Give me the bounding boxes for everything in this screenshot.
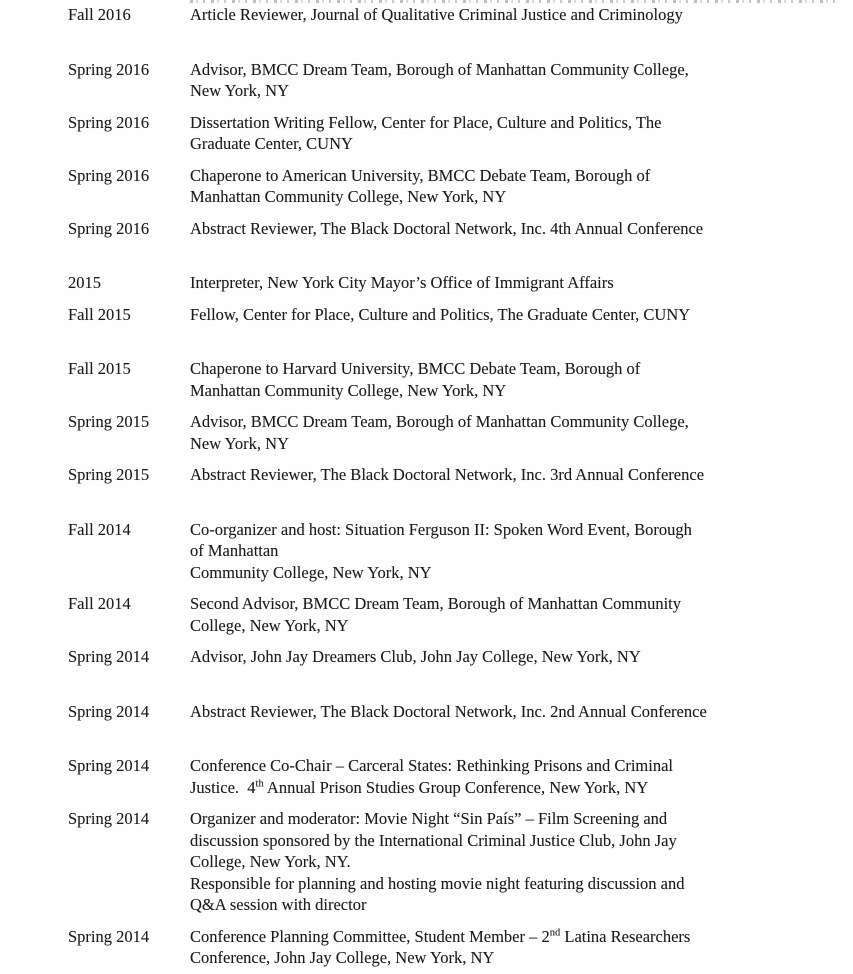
entry-line: Advisor, BMCC Dream Team, Borough of Manhattan Community College, <box>190 412 689 431</box>
entry-date: Spring 2016 <box>68 218 150 238</box>
service-entry <box>0 926 853 969</box>
service-entry <box>0 701 853 723</box>
entry-line: discussion sponsored by the International Criminal Justice Club, John Jay <box>190 830 677 850</box>
entry-description <box>190 4 775 26</box>
entry-date: Spring 2014 <box>68 809 150 828</box>
service-entry <box>0 646 853 668</box>
entry-description <box>190 59 775 102</box>
entry-description <box>190 358 775 401</box>
entry-date: Spring 2016 <box>68 165 150 185</box>
service-entry <box>0 358 853 401</box>
entry-line: New York, NY <box>190 81 290 100</box>
service-entry <box>0 59 853 102</box>
entry-line: Conference Planning Committee, Student Member – 2nd Latina Researchers <box>190 926 691 946</box>
entry-line: Article Reviewer, Journal of Qualitative Criminal Justice and Criminology <box>190 5 683 24</box>
entry-description <box>190 411 775 454</box>
entry-line: New York, NY <box>190 433 290 453</box>
entry-line: Fellow, Center for Place, Culture and Politics, The Graduate Center, CUNY <box>190 304 691 324</box>
entry-date: Spring 2016 <box>68 112 150 132</box>
entry-line: Abstract Reviewer, The Black Doctoral Network, Inc. 2nd Annual Conference <box>190 701 707 721</box>
entry-line: Graduate Center, CUNY <box>190 134 353 153</box>
entry-date: Fall 2014 <box>68 594 131 613</box>
entry-description <box>190 519 775 584</box>
service-entry <box>0 165 853 208</box>
service-entry <box>0 218 853 240</box>
entry-line: Justice. 4th Annual Prison Studies Group Conference, New York, NY <box>190 777 649 797</box>
entry-line: of Manhattan <box>190 541 279 560</box>
service-entry <box>0 464 853 486</box>
entry-description <box>190 272 775 294</box>
entry-line: Interpreter, New York City Mayor’s Office of Immigrant Affairs <box>190 273 614 292</box>
entry-date: Fall 2015 <box>68 304 131 324</box>
entry-description <box>190 808 775 916</box>
entry-description <box>190 304 775 326</box>
service-entry <box>0 304 853 326</box>
entry-line: Manhattan Community College, New York, NY <box>190 187 507 206</box>
entry-description <box>190 112 775 155</box>
service-entry <box>0 4 853 26</box>
entry-line: College, New York, NY <box>190 615 349 635</box>
service-entry <box>0 519 853 584</box>
service-entry <box>0 808 853 916</box>
entry-line: College, New York, NY. <box>190 852 351 871</box>
entry-description <box>190 593 775 636</box>
entry-line: Community College, New York, NY <box>190 562 432 582</box>
service-entry <box>0 272 853 294</box>
entry-line: Chaperone to Harvard University, BMCC Debate Team, Borough of <box>190 359 641 378</box>
entry-line: Conference, John Jay College, New York, NY <box>190 948 495 967</box>
entry-date: Fall 2015 <box>68 359 131 378</box>
clipped-text-remnant <box>190 0 841 3</box>
service-entry <box>0 593 853 636</box>
entry-description <box>190 646 775 668</box>
service-entry <box>0 411 853 454</box>
entry-line: Conference Co-Chair – Carceral States: Rethinking Prisons and Criminal <box>190 756 673 775</box>
entry-line: Dissertation Writing Fellow, Center for Place, Culture and Politics, The <box>190 112 662 132</box>
entry-line: Q&A session with director <box>190 895 367 914</box>
entry-description <box>190 218 775 240</box>
entry-line: Advisor, John Jay Dreamers Club, John Jay College, New York, NY <box>190 647 641 666</box>
entry-date: Spring 2016 <box>68 59 150 79</box>
entry-date: Spring 2015 <box>68 465 150 484</box>
entry-line: Manhattan Community College, New York, NY <box>190 380 507 400</box>
entry-date: Spring 2014 <box>68 926 150 946</box>
service-entry <box>0 112 853 155</box>
entry-line: Abstract Reviewer, The Black Doctoral Network, Inc. 4th Annual Conference <box>190 218 704 238</box>
entry-line: Advisor, BMCC Dream Team, Borough of Manhattan Community College, <box>190 59 689 79</box>
entry-line: Second Advisor, BMCC Dream Team, Borough of Manhattan Community <box>190 594 682 613</box>
entry-description <box>190 165 775 208</box>
entry-date: 2015 <box>68 273 101 292</box>
entry-line: Organizer and moderator: Movie Night “Sin País” – Film Screening and <box>190 809 668 828</box>
ordinal-superscript: nd <box>549 927 561 938</box>
entry-description <box>190 701 775 723</box>
entry-line: Co-organizer and host: Situation Ferguson II: Spoken Word Event, Borough <box>190 519 692 539</box>
entry-date: Spring 2014 <box>68 647 150 666</box>
ordinal-superscript: th <box>255 778 264 789</box>
entry-line: Responsible for planning and hosting movie night featuring discussion and <box>190 873 685 893</box>
entry-description <box>190 755 775 798</box>
service-entry <box>0 755 853 798</box>
entry-date: Spring 2014 <box>68 701 150 721</box>
entry-date: Spring 2014 <box>68 756 150 775</box>
entry-line: Abstract Reviewer, The Black Doctoral Network, Inc. 3rd Annual Conference <box>190 465 705 484</box>
entry-description <box>190 926 775 969</box>
entry-date: Fall 2014 <box>68 519 131 539</box>
entry-date: Spring 2015 <box>68 412 150 431</box>
entry-date: Fall 2016 <box>68 5 131 24</box>
entry-description <box>190 464 775 486</box>
entry-line: Chaperone to American University, BMCC Debate Team, Borough of <box>190 165 651 185</box>
